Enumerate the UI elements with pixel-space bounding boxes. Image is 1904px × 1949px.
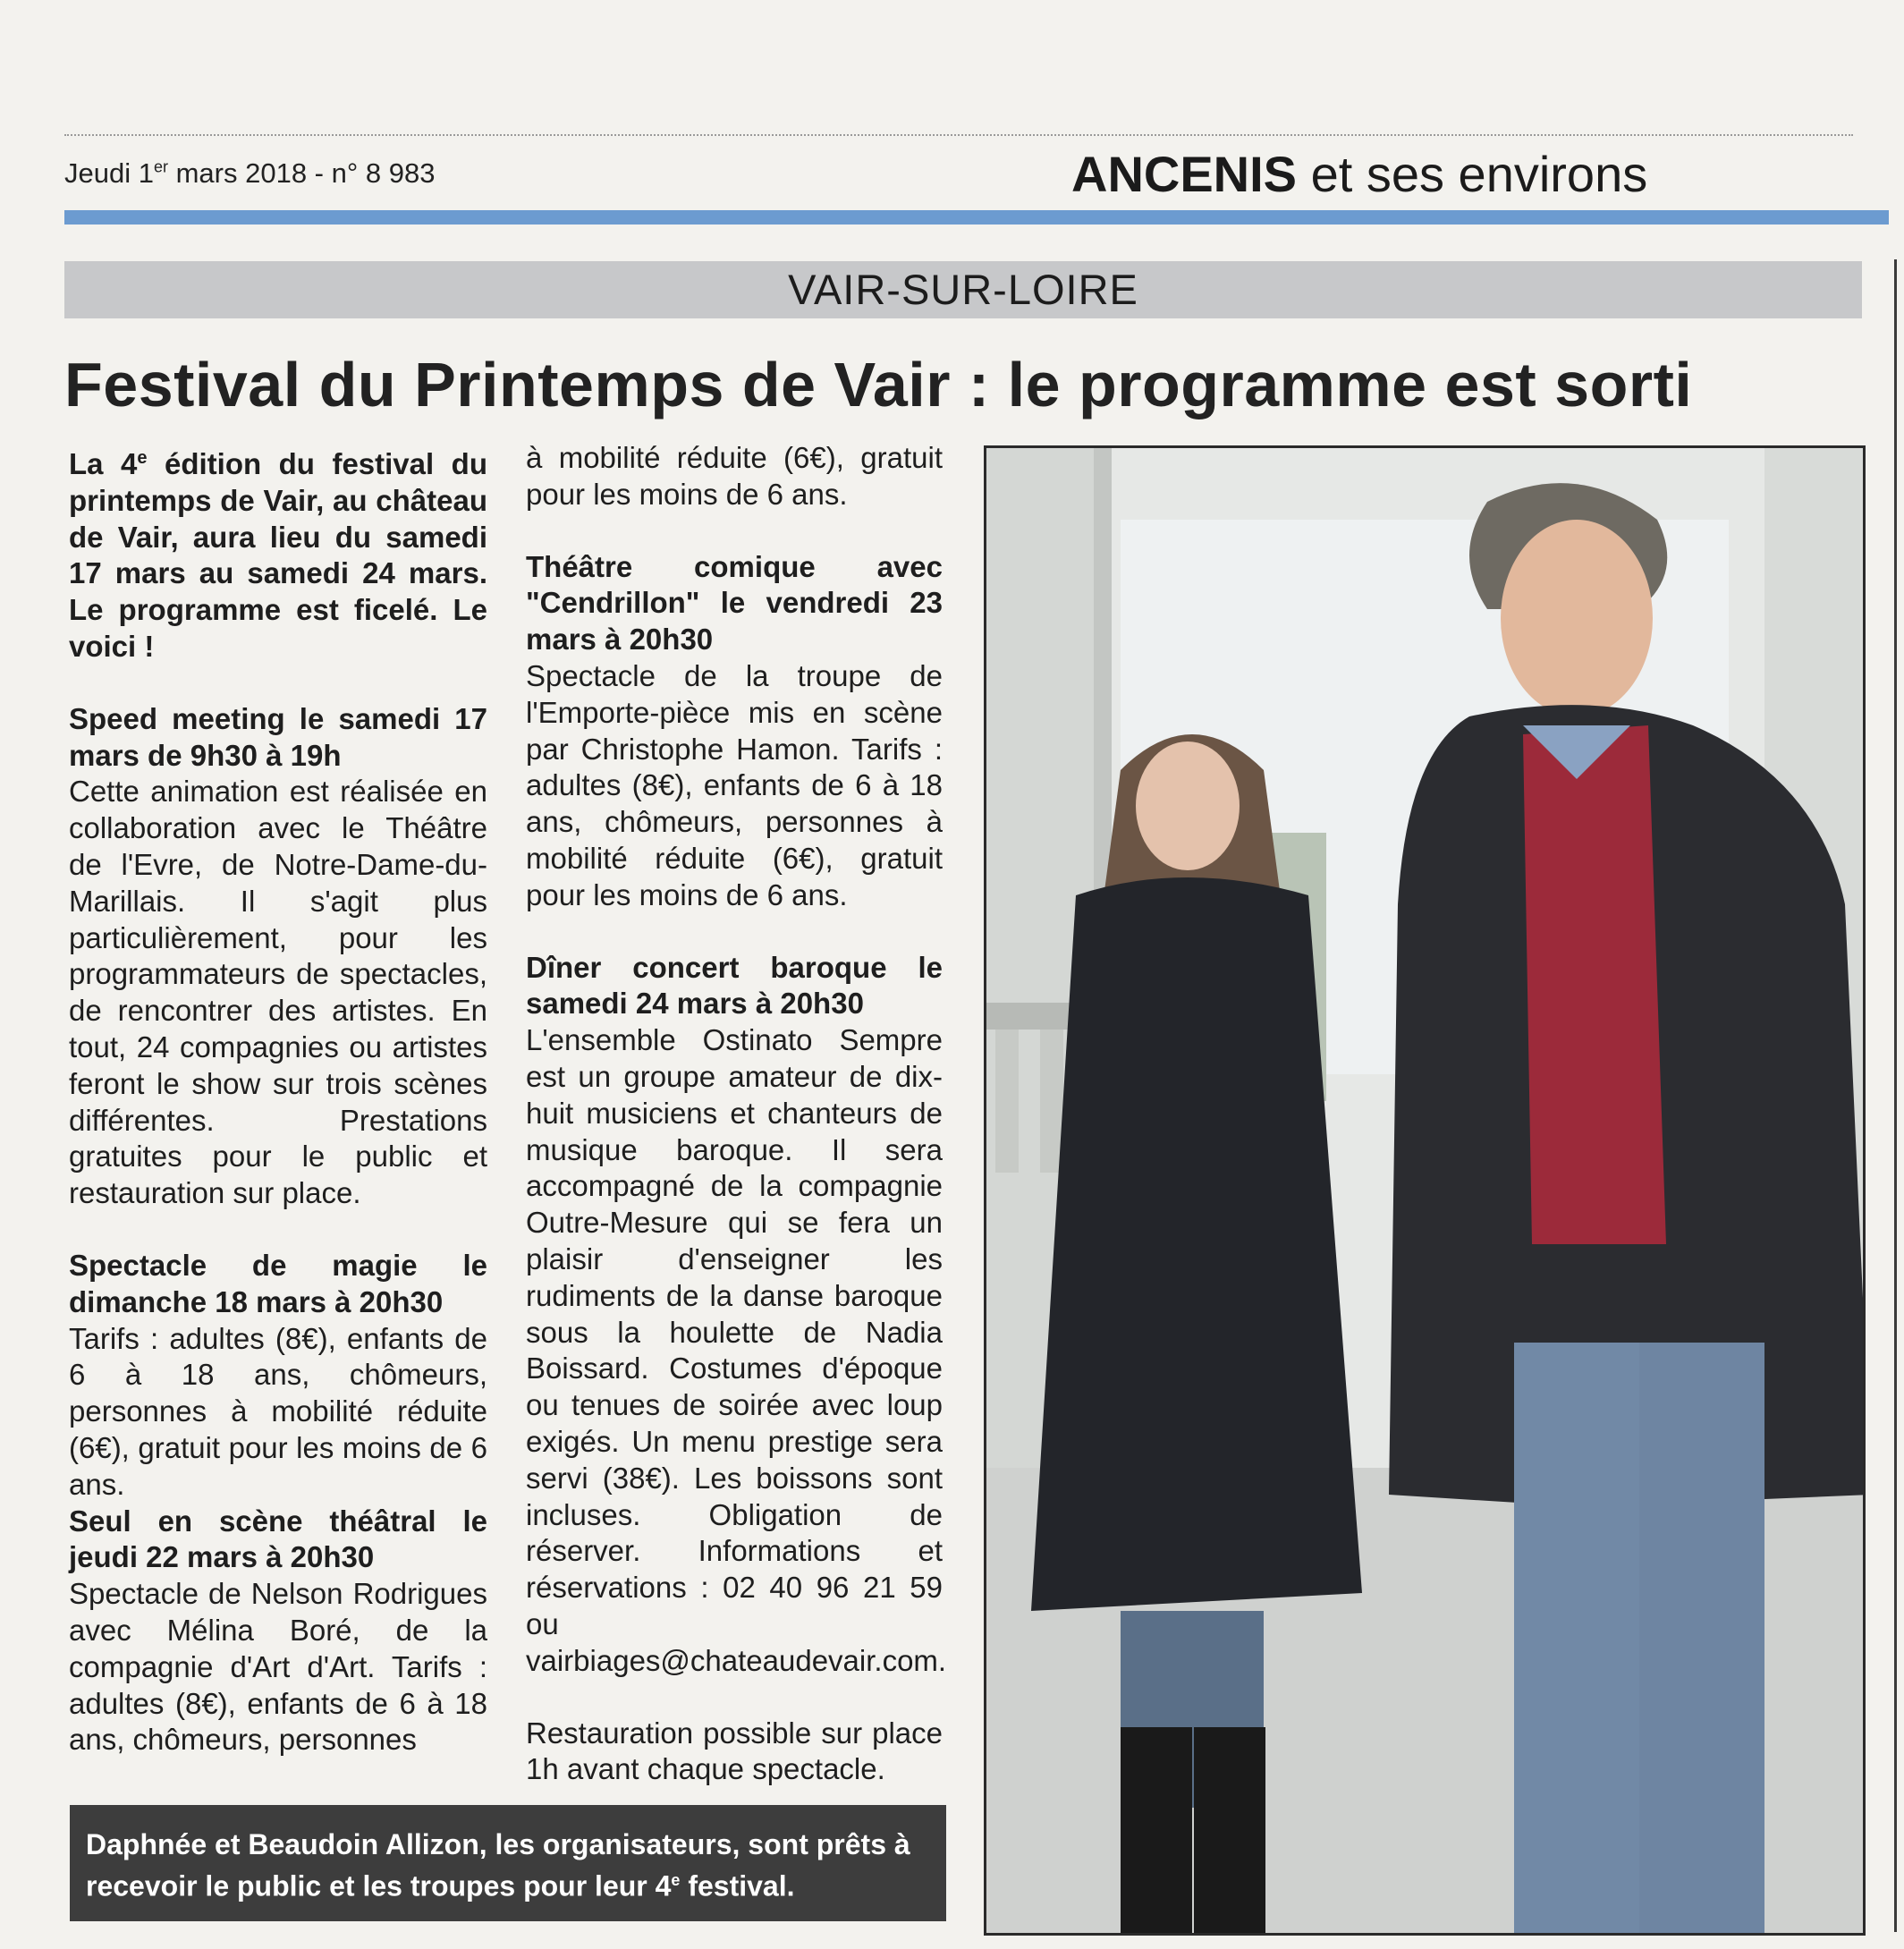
caption-pre: Daphnée et Beaudoin Allizon, les organisateurs, sont prêts à recevoir le public et les troupes pour leur 4	[86, 1828, 910, 1902]
magie-text: Tarifs : adultes (8€), enfants de 6 à 18 ans, chômeurs, personnes à mobilité réduite (6€), gratuit pour les moins de 6 ans.	[69, 1321, 487, 1501]
caption-sup: e	[671, 1871, 681, 1889]
section-title-town: ANCENIS	[1071, 146, 1298, 202]
issue-date-sup: er	[153, 157, 168, 176]
magie-title: Spectacle de magie le dimanche 18 mars à 20h30	[69, 1248, 487, 1318]
diner-concert-title: Dîner concert baroque le samedi 24 mars à 20h30	[526, 950, 943, 1021]
article-photo	[984, 445, 1866, 1936]
speed-meeting-title: Speed meeting le samedi 17 mars de 9h30 à 19h	[69, 701, 487, 772]
locality-label: VAIR-SUR-LOIRE	[788, 266, 1138, 313]
diner-concert-text: L'ensemble Ostinato Sempre est un groupe amateur de dix-huit musiciens et chanteurs de musique baroque. Il sera accompagné de la compagnie Outre-Mesure qui se fera un plaisir d'enseigner les rudiments de la danse baroque sous la houlette de Nadia Boissard. Costumes d'époque ou tenues de soirée avec loup exigés. Un menu prestige sera servi (38€). Les boissons sont incluses. Obligation de réserver. Informations et réservations : 02 40 96 21 59 ou vairbiages@chateaudevair.com.	[526, 1023, 947, 1677]
article-column-2	[526, 440, 947, 1788]
seul-en-scene-text-continued: à mobilité réduite (6€), gratuit pour les moins de 6 ans.	[526, 441, 943, 511]
theatre-comique-title: Théâtre comique avec "Cendrillon" le vendredi 23 mars à 20h30	[526, 549, 943, 657]
locality-band	[64, 261, 1862, 318]
page-edge-line	[1894, 259, 1897, 1932]
theatre-comique-text: Spectacle de la troupe de l'Emporte-pièce mis en scène par Christophe Hamon. Tarifs : adultes (8€), enfants de 6 à 18 ans, chômeurs, personnes à mobilité réduite (6€), gratuit pour les moins de 6 ans.	[526, 658, 943, 911]
photo-illustration	[986, 448, 1863, 1933]
header-blue-rule	[64, 210, 1889, 225]
section-title-rest: et ses environs	[1297, 146, 1648, 202]
lead-pre: La 4	[69, 447, 138, 480]
caption-post: festival.	[680, 1869, 795, 1902]
issue-date-line	[64, 157, 435, 190]
article-headline: Festival du Printemps de Vair : le programme est sorti	[64, 350, 1693, 419]
issue-date-prefix: Jeudi 1	[64, 157, 154, 189]
lead-sup: e	[137, 448, 148, 468]
article-lead	[69, 440, 487, 665]
restauration-text: Restauration possible sur place 1h avant chaque spectacle.	[526, 1716, 943, 1786]
seul-en-scene-title: Seul en scène théâtral le jeudi 22 mars à 20h30	[69, 1504, 487, 1574]
issue-date-suffix: mars 2018 - n° 8 983	[167, 157, 436, 189]
lead-post: édition du festival du printemps de Vair, au château de Vair, aura lieu du samedi 17 mars au samedi 24 mars. Le programme est ficelé. Le voici !	[69, 447, 487, 663]
header-dotted-rule	[64, 134, 1853, 136]
seul-en-scene-text: Spectacle de Nelson Rodrigues avec Mélina Boré, de la compagnie d'Art d'Art. Tarifs : adultes (8€), enfants de 6 à 18 ans, chômeurs, personnes	[69, 1577, 487, 1757]
article-column-1	[69, 440, 487, 1758]
photo-caption	[70, 1805, 946, 1921]
section-title	[1071, 145, 1647, 203]
speed-meeting-text: Cette animation est réalisée en collaboration avec le Théâtre de l'Evre, de Notre-Dame-du-Marillais. Il s'agit plus particulièrement, pour les programmateurs de spectacles, de rencontrer des artistes. En tout, 24 compagnies ou artistes feront le show sur trois scènes différentes. Prestations gratuites pour le public et restauration sur place.	[69, 775, 487, 1210]
